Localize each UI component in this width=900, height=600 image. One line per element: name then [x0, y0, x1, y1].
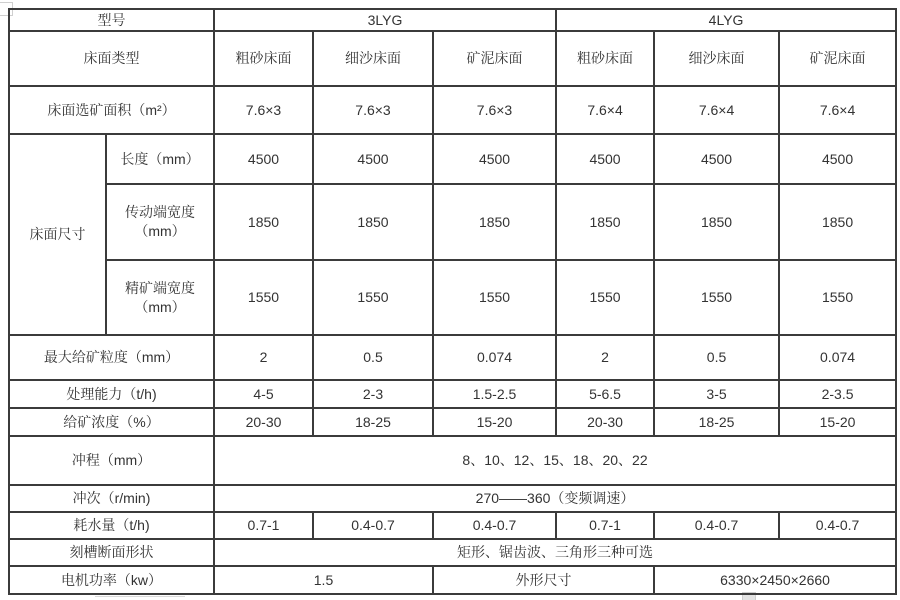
equipment-spec-table	[8, 8, 897, 595]
concentrate-end-width-value: 1550	[313, 260, 433, 335]
water-consumption-value: 0.4-0.7	[433, 512, 556, 539]
label-line: 精矿端宽度	[125, 279, 195, 296]
table-row	[9, 260, 896, 335]
water-consumption-value: 0.4-0.7	[779, 512, 896, 539]
dimension-label: 外形尺寸	[433, 566, 654, 594]
length-value: 4500	[654, 134, 779, 184]
length-value: 4500	[214, 134, 313, 184]
bed-type-cell: 粗砂床面	[214, 31, 313, 86]
max-feed-size-value: 0.074	[433, 335, 556, 380]
feed-density-value: 20-30	[556, 408, 654, 436]
capacity-label: 处理能力（t/h)	[9, 380, 214, 408]
drive-end-width-value: 1850	[214, 184, 313, 260]
table-row	[9, 86, 896, 134]
max-feed-size-value: 0.074	[779, 335, 896, 380]
feed-density-label: 给矿浓度（%）	[9, 408, 214, 436]
concentrate-end-width-label	[106, 260, 214, 335]
concentrate-end-width-value: 1550	[654, 260, 779, 335]
table-row	[9, 335, 896, 380]
water-consumption-value: 0.4-0.7	[313, 512, 433, 539]
bed-type-cell: 矿泥床面	[433, 31, 556, 86]
capacity-value: 4-5	[214, 380, 313, 408]
feed-density-value: 15-20	[779, 408, 896, 436]
table-row	[9, 134, 896, 184]
concentrate-end-width-value: 1550	[214, 260, 313, 335]
water-consumption-value: 0.7-1	[214, 512, 313, 539]
drive-end-width-value: 1850	[779, 184, 896, 260]
length-value: 4500	[556, 134, 654, 184]
motor-power-label: 电机功率（kw）	[9, 566, 214, 594]
label-unit: （mm）	[134, 223, 186, 239]
model-4lyg: 4LYG	[556, 9, 896, 31]
label-line: 传动端宽度	[125, 204, 195, 221]
area-value: 7.6×3	[433, 86, 556, 134]
max-feed-size-label: 最大给矿粒度（mm）	[9, 335, 214, 380]
drive-end-width-label	[106, 184, 214, 260]
max-feed-size-value: 0.5	[654, 335, 779, 380]
length-label: 长度（mm）	[106, 134, 214, 184]
bed-type-label: 床面类型	[9, 31, 214, 86]
water-consumption-value: 0.4-0.7	[654, 512, 779, 539]
table-row	[9, 566, 896, 594]
frequency-label: 冲次（r/min)	[9, 485, 214, 512]
max-feed-size-value: 2	[556, 335, 654, 380]
drive-end-width-value: 1850	[654, 184, 779, 260]
drive-end-width-value: 1850	[433, 184, 556, 260]
concentrate-end-width-value: 1550	[779, 260, 896, 335]
stroke-value: 8、10、12、15、18、20、22	[214, 436, 896, 485]
table-row	[9, 408, 896, 436]
stroke-label: 冲程（mm）	[9, 436, 214, 485]
capacity-value: 1.5-2.5	[433, 380, 556, 408]
label-unit: （mm）	[134, 298, 186, 315]
table-row	[9, 184, 896, 260]
table-row	[9, 512, 896, 539]
table-row	[9, 485, 896, 512]
bed-size-group-label: 床面尺寸	[9, 134, 106, 335]
table-row	[9, 9, 896, 31]
capacity-value: 5-6.5	[556, 380, 654, 408]
capture-artifact	[95, 596, 185, 597]
max-feed-size-value: 0.5	[313, 335, 433, 380]
area-value: 7.6×4	[556, 86, 654, 134]
table-row	[9, 539, 896, 566]
model-label: 型号	[9, 9, 214, 31]
area-label: 床面选矿面积（m²）	[9, 86, 214, 134]
area-value: 7.6×4	[779, 86, 896, 134]
area-value: 7.6×3	[214, 86, 313, 134]
table-row	[9, 436, 896, 485]
bed-type-cell: 细沙床面	[313, 31, 433, 86]
max-feed-size-value: 2	[214, 335, 313, 380]
area-value: 7.6×3	[313, 86, 433, 134]
length-value: 4500	[779, 134, 896, 184]
dimension-value: 6330×2450×2660	[654, 566, 896, 594]
drive-end-width-value: 1850	[556, 184, 654, 260]
feed-density-value: 20-30	[214, 408, 313, 436]
drive-end-width-value: 1850	[313, 184, 433, 260]
feed-density-value: 18-25	[654, 408, 779, 436]
water-consumption-value: 0.7-1	[556, 512, 654, 539]
groove-shape-value: 矩形、锯齿波、三角形三种可选	[214, 539, 896, 566]
feed-density-value: 15-20	[433, 408, 556, 436]
capacity-value: 2-3.5	[779, 380, 896, 408]
concentrate-end-width-value: 1550	[556, 260, 654, 335]
capacity-value: 2-3	[313, 380, 433, 408]
bed-type-cell: 细沙床面	[654, 31, 779, 86]
concentrate-end-width-value: 1550	[433, 260, 556, 335]
model-3lyg: 3LYG	[214, 9, 556, 31]
length-value: 4500	[313, 134, 433, 184]
feed-density-value: 18-25	[313, 408, 433, 436]
area-value: 7.6×4	[654, 86, 779, 134]
capacity-value: 3-5	[654, 380, 779, 408]
groove-shape-label: 刻槽断面形状	[9, 539, 214, 566]
length-value: 4500	[433, 134, 556, 184]
table-row	[9, 31, 896, 86]
bed-type-cell: 粗砂床面	[556, 31, 654, 86]
table-row	[9, 380, 896, 408]
frequency-value: 270——360（变频调速）	[214, 485, 896, 512]
motor-power-value: 1.5	[214, 566, 433, 594]
bed-type-cell: 矿泥床面	[779, 31, 896, 86]
water-consumption-label: 耗水量（t/h)	[9, 512, 214, 539]
